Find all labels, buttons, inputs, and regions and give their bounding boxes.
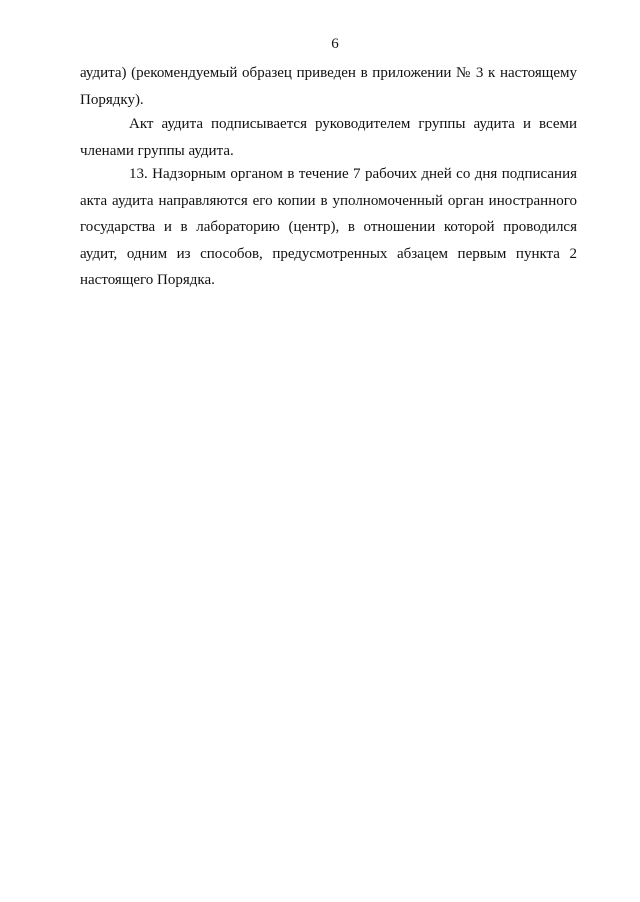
paragraph-line: настоящего Порядка.	[80, 272, 215, 288]
paragraph-line: аудита) (рекомендуемый образец приведен в приложении № 3 к настоящему	[80, 65, 577, 81]
paragraph-clause-13	[80, 161, 577, 294]
paragraph-audit-act-form	[80, 60, 577, 113]
paragraph-line: аудит, одним из способов, предусмотренных абзацем первым пункта 2	[80, 245, 577, 262]
paragraph-line: Порядку).	[80, 91, 144, 108]
paragraph-line: членами группы аудита.	[80, 142, 234, 159]
paragraph-line: Акт аудита подписывается руководителем группы аудита и всеми	[129, 116, 577, 132]
page-number: 6	[331, 36, 339, 52]
paragraph-audit-act-signing	[80, 111, 577, 164]
paragraph-line: государства и в лабораторию (центр), в отношении которой проводился	[80, 219, 577, 235]
paragraph-line: акта аудита направляются его копии в уполномоченный орган иностранного	[80, 192, 577, 209]
paragraph-line: 13. Надзорным органом в течение 7 рабочих дней со дня подписания	[129, 166, 577, 182]
